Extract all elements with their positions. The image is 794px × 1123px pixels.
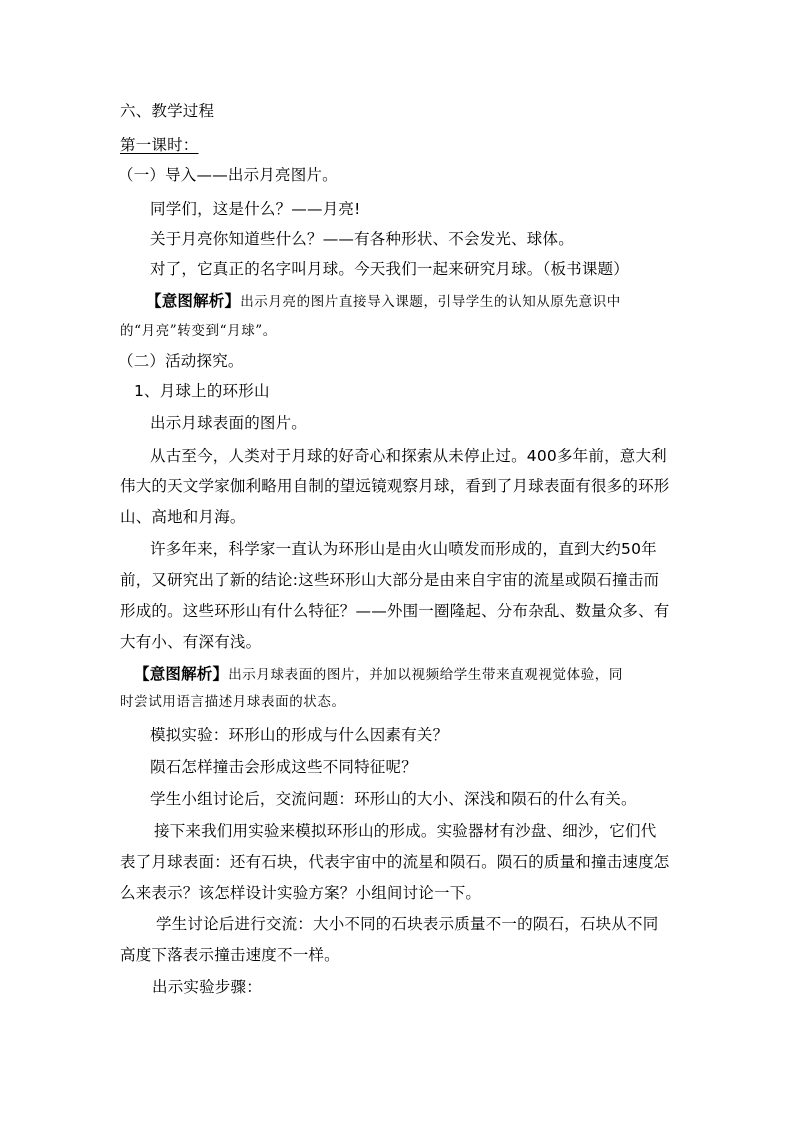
paragraph-line: 形成的。这些环形山有什么特征？——外围一圈隆起、分布杂乱、数量众多、有 [120, 602, 670, 620]
paragraph-line: 表了月球表面：还有石块，代表宇宙中的流星和陨石。陨石的质量和撞击速度怎 [120, 853, 670, 871]
section-heading: 六、教学过程 [120, 102, 215, 120]
paragraph-line: 高度下落表示撞击速度不一样。 [120, 946, 340, 964]
paragraph-line: 许多年来，科学家一直认为环形山是由火山喷发而形成的，直到大约50年 [150, 540, 657, 558]
paragraph-line: 学生小组讨论后，交流问题：环形山的大小、深浅和陨石的什么有关。 [150, 790, 637, 808]
paragraph-line: 伟大的天文学家伽利略用自制的望远镜观察月球，看到了月球表面有很多的环形 [120, 477, 670, 495]
paragraph-line: 陨石怎样撞击会形成这些不同特征呢？ [150, 758, 417, 776]
subsection-heading-activity: （二）活动探究。 [118, 352, 244, 370]
paragraph-line: 模拟实验：环形山的形成与什么因素有关？ [150, 726, 449, 744]
intent-note-line: 的“月亮”转变到“月球”。 [120, 323, 277, 339]
paragraph-line: 从古至今，人类对于月球的好奇心和探索从未停止过。400多年前，意大利 [150, 447, 667, 465]
intent-note-line [134, 664, 694, 685]
paragraph-line: 出示月球表面的图片。 [150, 414, 308, 432]
paragraph-line: 么来表示？该怎样设计实验方案？小组间讨论一下。 [120, 884, 482, 902]
paragraph-line: 接下来我们用实验来模拟环形山的形成。实验器材有沙盘、细沙，它们代 [154, 822, 657, 840]
paragraph-line: 出示实验步骤： [152, 978, 262, 996]
intent-note-text: 出示月球表面的图片，并加以视频给学生带来直观视觉体验，同 [228, 667, 624, 683]
intent-note-text: 出示月亮的图片直接导入课题，引导学生的认知从原先意识中 [240, 294, 621, 310]
intent-note-line [146, 291, 706, 312]
paragraph-line: 大有小、有深有浅。 [120, 633, 262, 651]
intent-note-tag: 【意图解析】 [134, 665, 229, 683]
paragraph-line: 学生讨论后进行交流：大小不同的石块表示质量不一的陨石，石块从不同 [156, 915, 659, 933]
lesson-heading: 第一课时： [120, 136, 199, 154]
subsection-heading-intro: （一）导入——出示月亮图片。 [118, 166, 338, 184]
paragraph-line: 前，又研究出了新的结论:这些环形山大部分是由来自宇宙的流星或陨石撞击而 [120, 571, 660, 589]
paragraph-line: 关于月亮你知道些什么？——有各种形状、不会发光、球体。 [150, 230, 574, 248]
paragraph-line: 同学们，这是什么？——月亮! [150, 200, 361, 218]
intent-note-line: 时尝试用语言描述月球表面的状态。 [120, 694, 346, 710]
item-heading: 1、月球上的环形山 [134, 382, 270, 400]
paragraph-line: 对了，它真正的名字叫月球。今天我们一起来研究月球。（板书课题） [150, 260, 629, 278]
paragraph-line: 山、高地和月海。 [120, 508, 246, 526]
intent-note-tag: 【意图解析】 [146, 292, 241, 310]
